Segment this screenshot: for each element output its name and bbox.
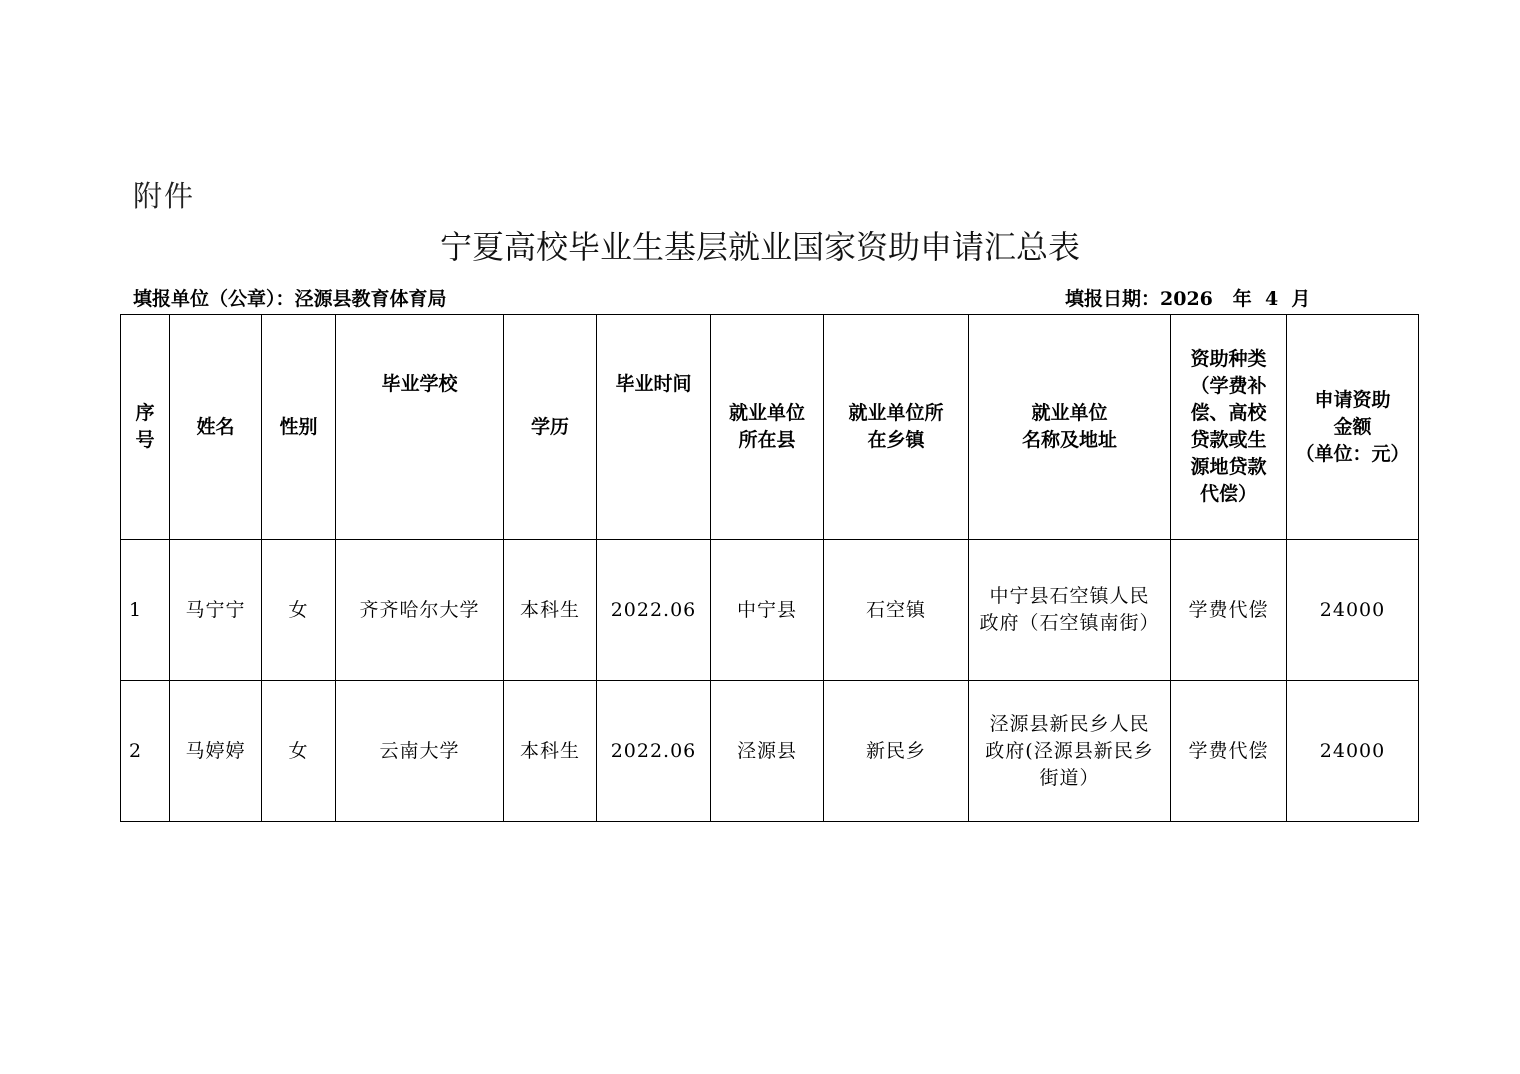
header-name: 姓名 — [170, 315, 262, 540]
cell-aid-type: 学费代偿 — [1171, 681, 1287, 822]
header-amount: 申请资助 金额 （单位：元） — [1287, 315, 1419, 540]
cell-school: 云南大学 — [336, 681, 504, 822]
cell-town: 新民乡 — [824, 681, 969, 822]
header-town: 就业单位所 在乡镇 — [824, 315, 969, 540]
cell-amount: 24000 — [1287, 540, 1419, 681]
table-row — [121, 540, 1419, 681]
header-degree: 学历 — [504, 315, 597, 540]
cell-town: 石空镇 — [824, 540, 969, 681]
cell-county: 中宁县 — [711, 540, 824, 681]
page-title: 宁夏高校毕业生基层就业国家资助申请汇总表 — [439, 228, 1080, 266]
attachment-label: 附件 — [133, 179, 196, 213]
cell-gender: 女 — [262, 540, 336, 681]
reporting-unit: 填报单位（公章）：泾源县教育体育局 — [133, 288, 447, 310]
summary-table — [120, 314, 1419, 822]
header-county: 就业单位 所在县 — [711, 315, 824, 540]
cell-school: 齐齐哈尔大学 — [336, 540, 504, 681]
cell-degree: 本科生 — [504, 540, 597, 681]
header-aid-type: 资助种类 （学费补 偿、高校 贷款或生 源地贷款 代偿） — [1171, 315, 1287, 540]
cell-employer: 中宁县石空镇人民 政府（石空镇南街） — [969, 540, 1171, 681]
cell-name: 马宁宁 — [170, 540, 262, 681]
table-row — [121, 681, 1419, 822]
cell-grad-time: 2022.06 — [597, 681, 711, 822]
header-employer: 就业单位 名称及地址 — [969, 315, 1171, 540]
cell-index: 1 — [121, 540, 170, 681]
table-header-row — [121, 315, 1419, 540]
header-school: 毕业学校 — [336, 315, 504, 540]
meta-row — [133, 284, 1418, 310]
cell-name: 马婷婷 — [170, 681, 262, 822]
cell-index: 2 — [121, 681, 170, 822]
cell-employer: 泾源县新民乡人民 政府(泾源县新民乡 街道） — [969, 681, 1171, 822]
header-grad-time: 毕业时间 — [597, 315, 711, 540]
header-index: 序 号 — [121, 315, 170, 540]
cell-amount: 24000 — [1287, 681, 1419, 822]
cell-county: 泾源县 — [711, 681, 824, 822]
cell-gender: 女 — [262, 681, 336, 822]
cell-aid-type: 学费代偿 — [1171, 540, 1287, 681]
header-gender: 性别 — [262, 315, 336, 540]
cell-degree: 本科生 — [504, 681, 597, 822]
cell-grad-time: 2022.06 — [597, 540, 711, 681]
reporting-date: 填报日期：2026 年 4 月 — [1065, 288, 1311, 310]
